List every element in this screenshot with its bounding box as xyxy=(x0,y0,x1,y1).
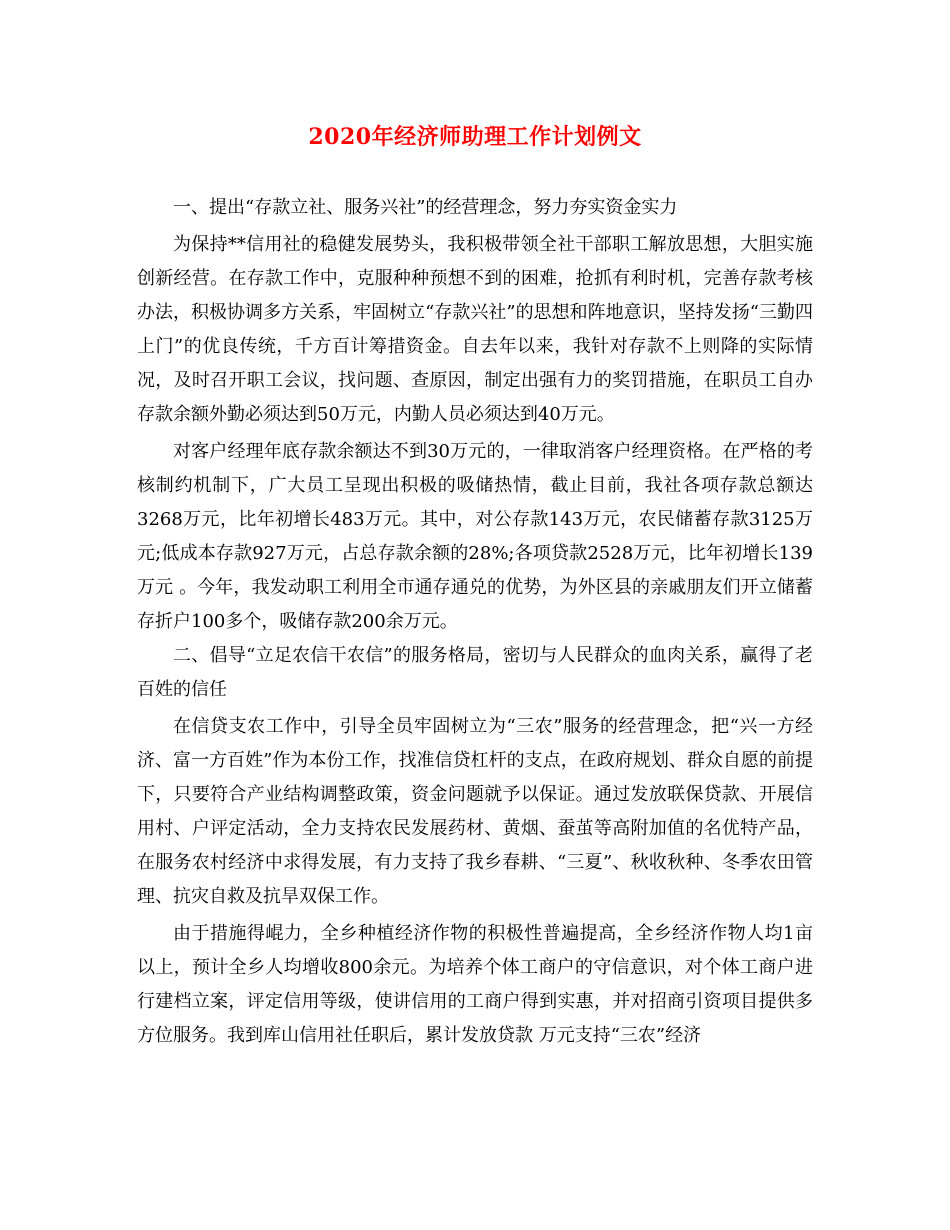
paragraph-1: 为保持**信用社的稳健发展势头，我积极带领全社干部职工解放思想，大胆实施创新经营。在存款工作中，克服种种预想不到的困难，抢抓有利时机，完善存款考核办法，积极协调多方关系，牢固树立“存款兴社”的思想和阵地意识，坚持发扬“三勤四上门”的优良传统，千方百计筹措资金。自去年以来，我针对存款不上则降的实际情况，及时召开职工会议，找问题、查原因，制定出强有力的奖罚措施，在职员工自办存款余额外勤必须达到50万元，内勤人员必须达到40万元。 xyxy=(137,234,813,425)
paragraph-2: 对客户经理年底存款余额达不到30万元的，一律取消客户经理资格。在严格的考核制约机制下，广大员工呈现出积极的吸储热情，截止目前，我社各项存款总额达3268万元，比年初增长483万元。其中，对公存款143万元，农民储蓄存款3125万元;低成本存款927万元，占总存款余额的28%;各项贷款2528万元，比年初增长139万元 。今年，我发动职工利用全市通存通兑的优势，为外区县的亲戚朋友们开立储蓄存折户100多个，吸储存款200余万元。 xyxy=(137,441,813,632)
paragraph-3: 在信贷支农工作中，引导全员牢固树立为“三农”服务的经营理念，把“兴一方经济、富一方百姓”作为本份工作，找准信贷杠杆的支点，在政府规划、群众自愿的前提下，只要符合产业结构调整政策，资金问题就予以保证。通过发放联保贷款、开展信用村、户评定活动，全力支持农民发展药材、黄烟、蚕茧等高附加值的名优特产品，在服务农村经济中求得发展，有力支持了我乡春耕、“三夏”、秋收秋种、冬季农田管理、抗灾自救及抗旱双保工作。 xyxy=(137,716,813,907)
section-heading-1: 一、提出“存款立社、服务兴社”的经营理念，努力夯实资金实力 xyxy=(173,197,678,218)
section-heading-2: 二、倡导“立足农信干农信”的服务格局，密切与人民群众的血肉关系，赢得了老百姓的信任 xyxy=(137,645,813,700)
document-body xyxy=(137,191,813,1053)
document-title: 2020年经济师助理工作计划例文 xyxy=(308,124,642,150)
paragraph-4: 由于措施得崐力，全乡种植经济作物的积极性普遍提高，全乡经济作物人均1亩以上，预计全乡人均增收800余元。为培养个体工商户的守信意识，对个体工商户进行建档立案，评定信用等级，使讲信用的工商户得到实惠，并对招商引资项目提供多方位服务。我到库山信用社任职后，累计发放贷款 万元支持“三农”经济 xyxy=(137,923,813,1046)
